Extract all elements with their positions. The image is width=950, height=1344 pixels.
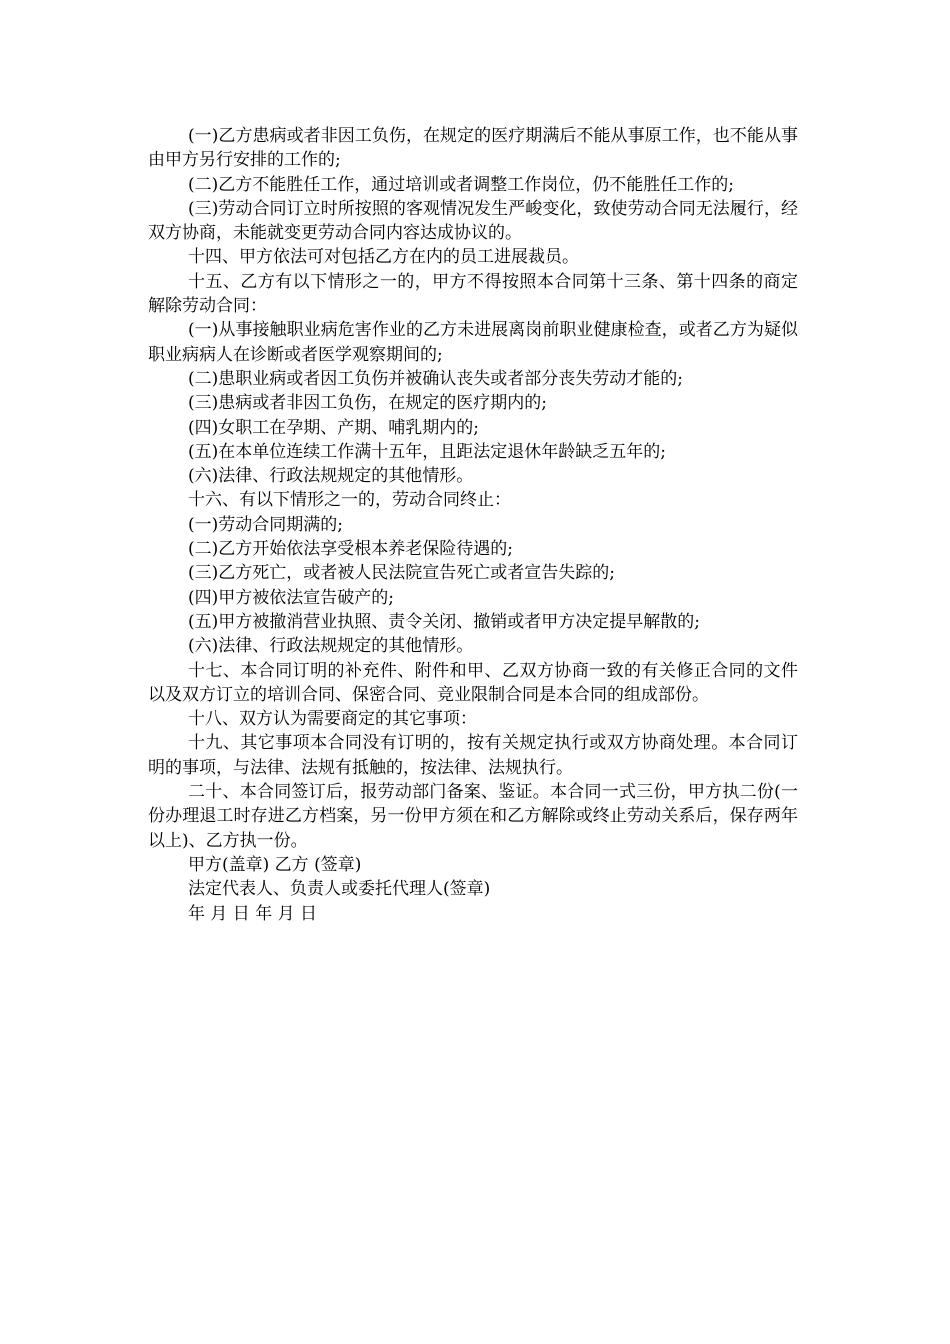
clause-16-item-6: (六)法律、行政法规规定的其他情形。: [188, 636, 474, 657]
clause-19: 十九、其它事项本合同没有订明的，按有关规定执行或双方协商处理。本合同订明的事项，与法律、法规有抵触的，按法律、法规执行。: [148, 733, 798, 778]
clause-15-item-5: (五)在本单位连续工作满十五年，且距法定退休年龄缺乏五年的;: [188, 441, 666, 462]
clause-15-item-6: (六)法律、行政法规规定的其他情形。: [188, 466, 474, 487]
signature-representative-line: 法定代表人、负责人或委托代理人(签章): [188, 879, 491, 900]
clause-15-item-3: (三)患病或者非因工负伤，在规定的医疗期内的;: [188, 393, 547, 414]
clause-17: 十七、本合同订明的补充件、附件和甲、乙双方协商一致的有关修正合同的文件以及双方订立的培训合同、保密合同、竞业限制合同是本合同的组成部份。: [148, 660, 798, 705]
contract-body: [148, 124, 798, 926]
clause-15-item-4: (四)女职工在孕期、产期、哺乳期内的;: [188, 417, 479, 438]
clause-16-item-1: (一)劳动合同期满的;: [188, 514, 343, 535]
clause-18: 十八、双方认为需要商定的其它事项：: [188, 709, 477, 730]
signature-parties-line: 甲方(盖章) 乙方 (签章): [188, 854, 362, 875]
clause-16-item-5: (五)甲方被撤消营业执照、责令关闭、撤销或者甲方决定提早解散的;: [188, 611, 700, 632]
clause-15: 十五、乙方有以下情形之一的，甲方不得按照本合同第十三条、第十四条的商定解除劳动合同：: [148, 271, 798, 317]
signature-date-line: 年 月 日 年 月 日: [188, 903, 318, 924]
clause-16-item-3: (三)乙方死亡，或者被人民法院宣告死亡或者宣告失踪的;: [188, 563, 615, 584]
clause-13-item-3: (三)劳动合同订立时所按照的客观情况发生严峻变化，致使劳动合同无法履行，经双方协商，未能就变更劳动合同内容达成协议的。: [148, 198, 798, 244]
clause-15-item-1: (一)从事接触职业病危害作业的乙方未进展离岗前职业健康检查，或者乙方为疑似职业病病人在诊断或者医学观察期间的;: [148, 320, 798, 365]
clause-13-item-2: (二)乙方不能胜任工作，通过培训或者调整工作岗位，仍不能胜任工作的;: [188, 174, 734, 195]
clause-16: 十六、有以下情形之一的，劳动合同终止：: [188, 490, 511, 511]
clause-16-item-2: (二)乙方开始依法享受根本养老保险待遇的;: [188, 539, 513, 560]
clause-14: 十四、甲方依法可对包括乙方在内的员工进展裁员。: [188, 247, 579, 268]
clause-13-item-1: (一)乙方患病或者非因工负伤，在规定的医疗期满后不能从事原工作，也不能从事由甲方另行安排的工作的;: [148, 126, 798, 171]
clause-16-item-4: (四)甲方被依法宣告破产的;: [188, 587, 394, 608]
clause-15-item-2: (二)患职业病或者因工负伤并被确认丧失或者部分丧失劳动才能的;: [188, 368, 683, 389]
clause-20: 二十、本合同签订后，报劳动部门备案、鉴证。本合同一式三份，甲方执二份(一份办理退工时存进乙方档案，另一份甲方须在和乙方解除或终止劳动关系后，保存两年以上)、乙方执一份。: [148, 782, 798, 851]
